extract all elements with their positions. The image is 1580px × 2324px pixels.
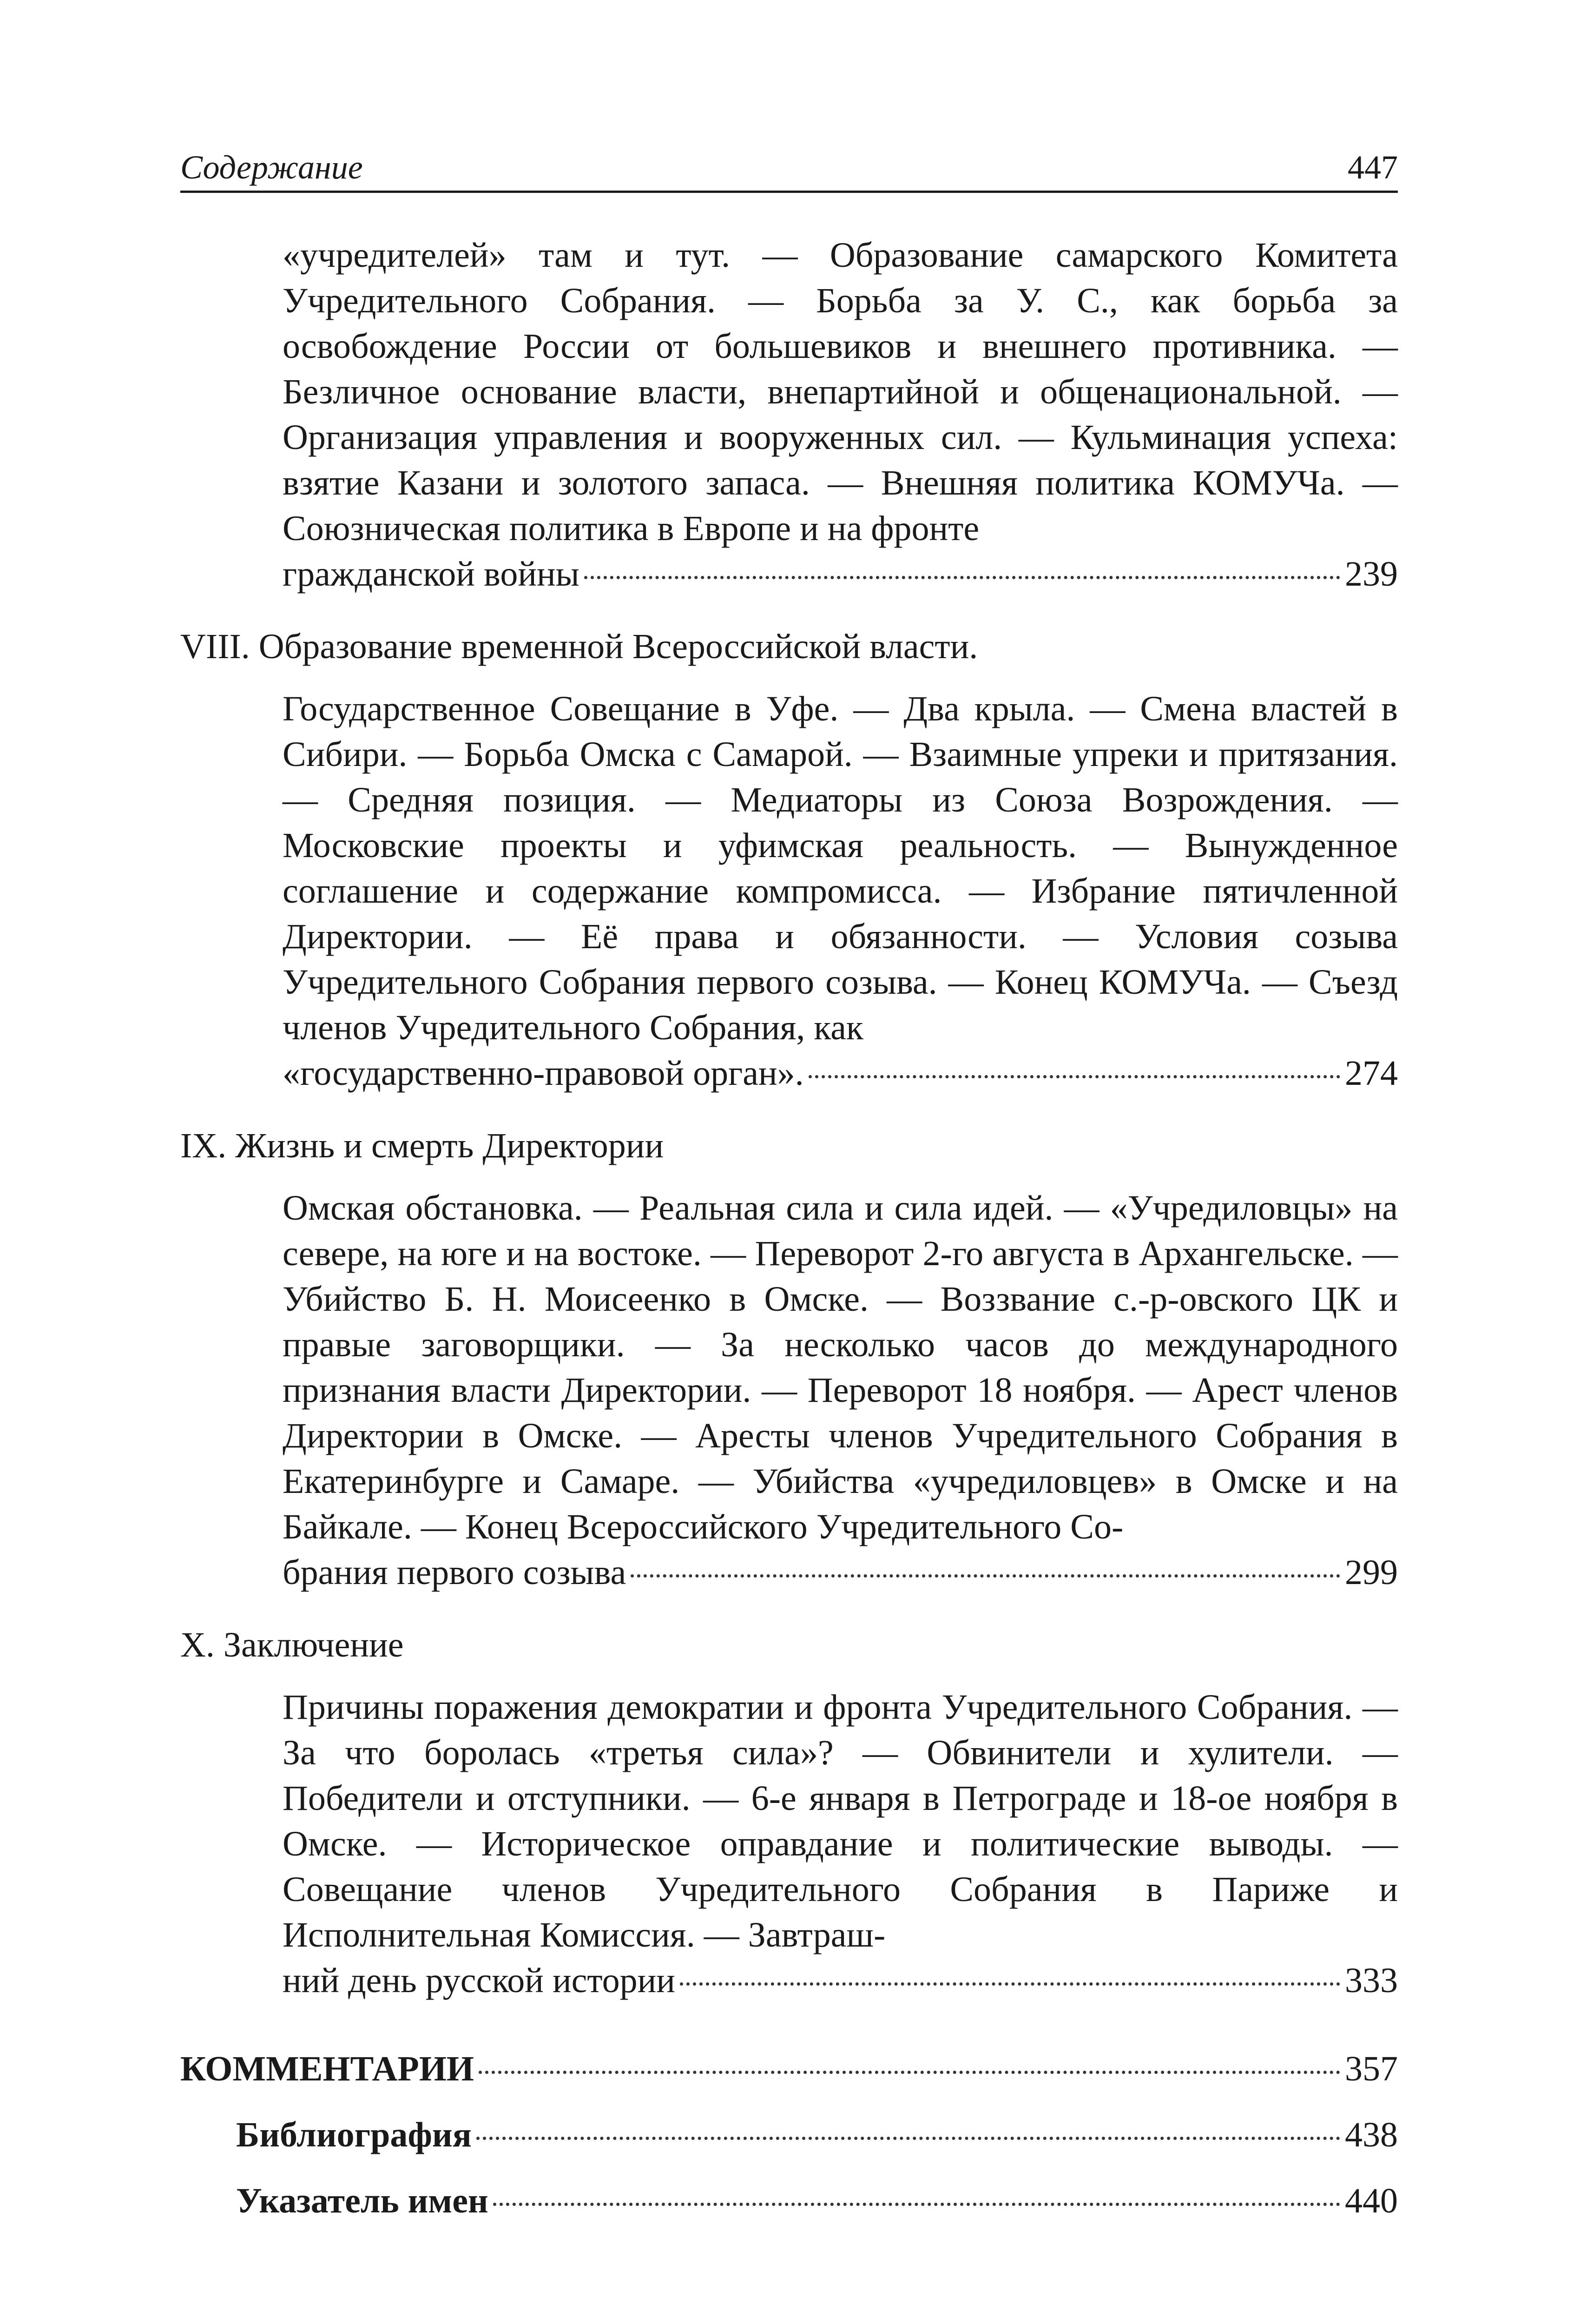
toc-entry-last-line [283,1958,1398,2003]
toc-entry-last-line [283,551,1398,597]
dot-leader [476,2137,1340,2140]
dot-leader [584,576,1340,579]
dot-leader [493,2203,1340,2206]
table-of-contents [180,232,1398,2244]
toc-entry-page: 333 [1345,1961,1398,2000]
toc-chapter-viii [180,624,1398,1096]
running-title: Содержание [180,149,363,186]
toc-entry-last-line-text: брания первого созыва [283,1553,626,1592]
toc-entry-last-line-text: гражданской войны [283,555,579,594]
dot-leader [680,1982,1340,1986]
toc-entry-label: Указатель имен [236,2181,488,2220]
dot-leader [631,1574,1340,1578]
toc-entry-description-text: Причины поражения демократии и фронта Учредительного Собрания. — За что боролась «третья сила»? — Обвинители и хулители. — Победители и отступники. — 6-е января в Петрограде и 18-ое ноября в Омске. — Историческое оправдание и политические выводы. — Совещание членов Учредительного Собрания в Париже и Исполнительная Комиссия. — Завтраш- [283,1688,1398,1954]
toc-entry-last-line-text: ний день русской истории [283,1961,675,2000]
toc-entry-description-text: Государственное Совещание в Уфе. — Два крыла. — Смена властей в Сибири. — Борьба Омска с Самарой. — Взаимные упреки и притязания. — Средняя позиция. — Медиаторы из Союза Возрождения. — Московские проекты и уфимская реальность. — Вынужденное соглашение и содержание компромисса. — Избрание пятичленной Директории. — Её права и обязанности. — Условия созыва Учредительного Собрания первого созыва. — Конец КОМУЧа. — Съезд членов Учредительного Собрания, как [283,689,1398,1047]
toc-entry-continued [180,232,1398,597]
toc-chapter-heading: VIII. Образование временной Всероссийской власти. [180,627,978,666]
toc-entry-last-line [283,1050,1398,1096]
toc-entry-page: 274 [1345,1054,1398,1093]
toc-chapter-heading: IX. Жизнь и смерть Директории [180,1126,664,1165]
toc-entry-last-line-text: «государственно-правовой орган». [283,1054,804,1093]
toc-entry-description [283,1684,1398,2003]
toc-entry-label: Библиография [236,2115,472,2154]
dot-leader [479,2071,1340,2074]
page-number: 447 [1348,149,1398,186]
toc-entry-last-line [283,1550,1398,1595]
running-header [180,139,1398,193]
toc-chapter-x [180,1622,1398,2003]
dot-leader [809,1075,1340,1078]
toc-entry-page: 440 [1345,2181,1398,2220]
toc-chapter-heading: X. Заключение [180,1625,404,1664]
toc-entry-page: 357 [1345,2049,1398,2088]
toc-back-matter [180,2046,1398,2224]
toc-chapter-ix [180,1123,1398,1595]
toc-entry-page: 239 [1345,555,1398,594]
toc-entry-label: КОММЕНТАРИИ [180,2049,474,2088]
toc-entry-page: 299 [1345,1553,1398,1592]
toc-entry-name-index [236,2178,1398,2224]
toc-entry-description [283,1185,1398,1595]
toc-entry-comments [180,2046,1398,2092]
toc-entry-description-text: «учредителей» там и тут. — Образование самарского Комитета Учредительного Собрания. — Борьба за У. С., как борьба за освобождение России от большевиков и внешнего противника. — Безличное основание власти, внепартийной и общенациональной. — Организация управления и вооруженных сил. — Кульминация успеха: взятие Казани и золотого запаса. — Внешняя политика КОМУЧа. — Союзническая политика в Европе и на фронте [283,236,1398,548]
toc-entry-description [283,232,1398,597]
toc-entry-bibliography [236,2112,1398,2158]
toc-entry-page: 438 [1345,2115,1398,2154]
toc-entry-description [283,686,1398,1096]
toc-entry-description-text: Омская обстановка. — Реальная сила и сила идей. — «Учредиловцы» на севере, на юге и на востоке. — Переворот 2-го августа в Архангельске. — Убийство Б. Н. Моисеенко в Омске. — Воззвание с.-р-овского ЦК и правые заговорщики. — За несколько часов до международного признания власти Директории. — Переворот 18 ноября. — Арест членов Директории в Омске. — Аресты членов Учредительного Собрания в Екатеринбурге и Самаре. — Убийства «учредиловцев» в Омске и на Байкале. — Конец Всероссийского Учредительного Со- [283,1188,1398,1546]
